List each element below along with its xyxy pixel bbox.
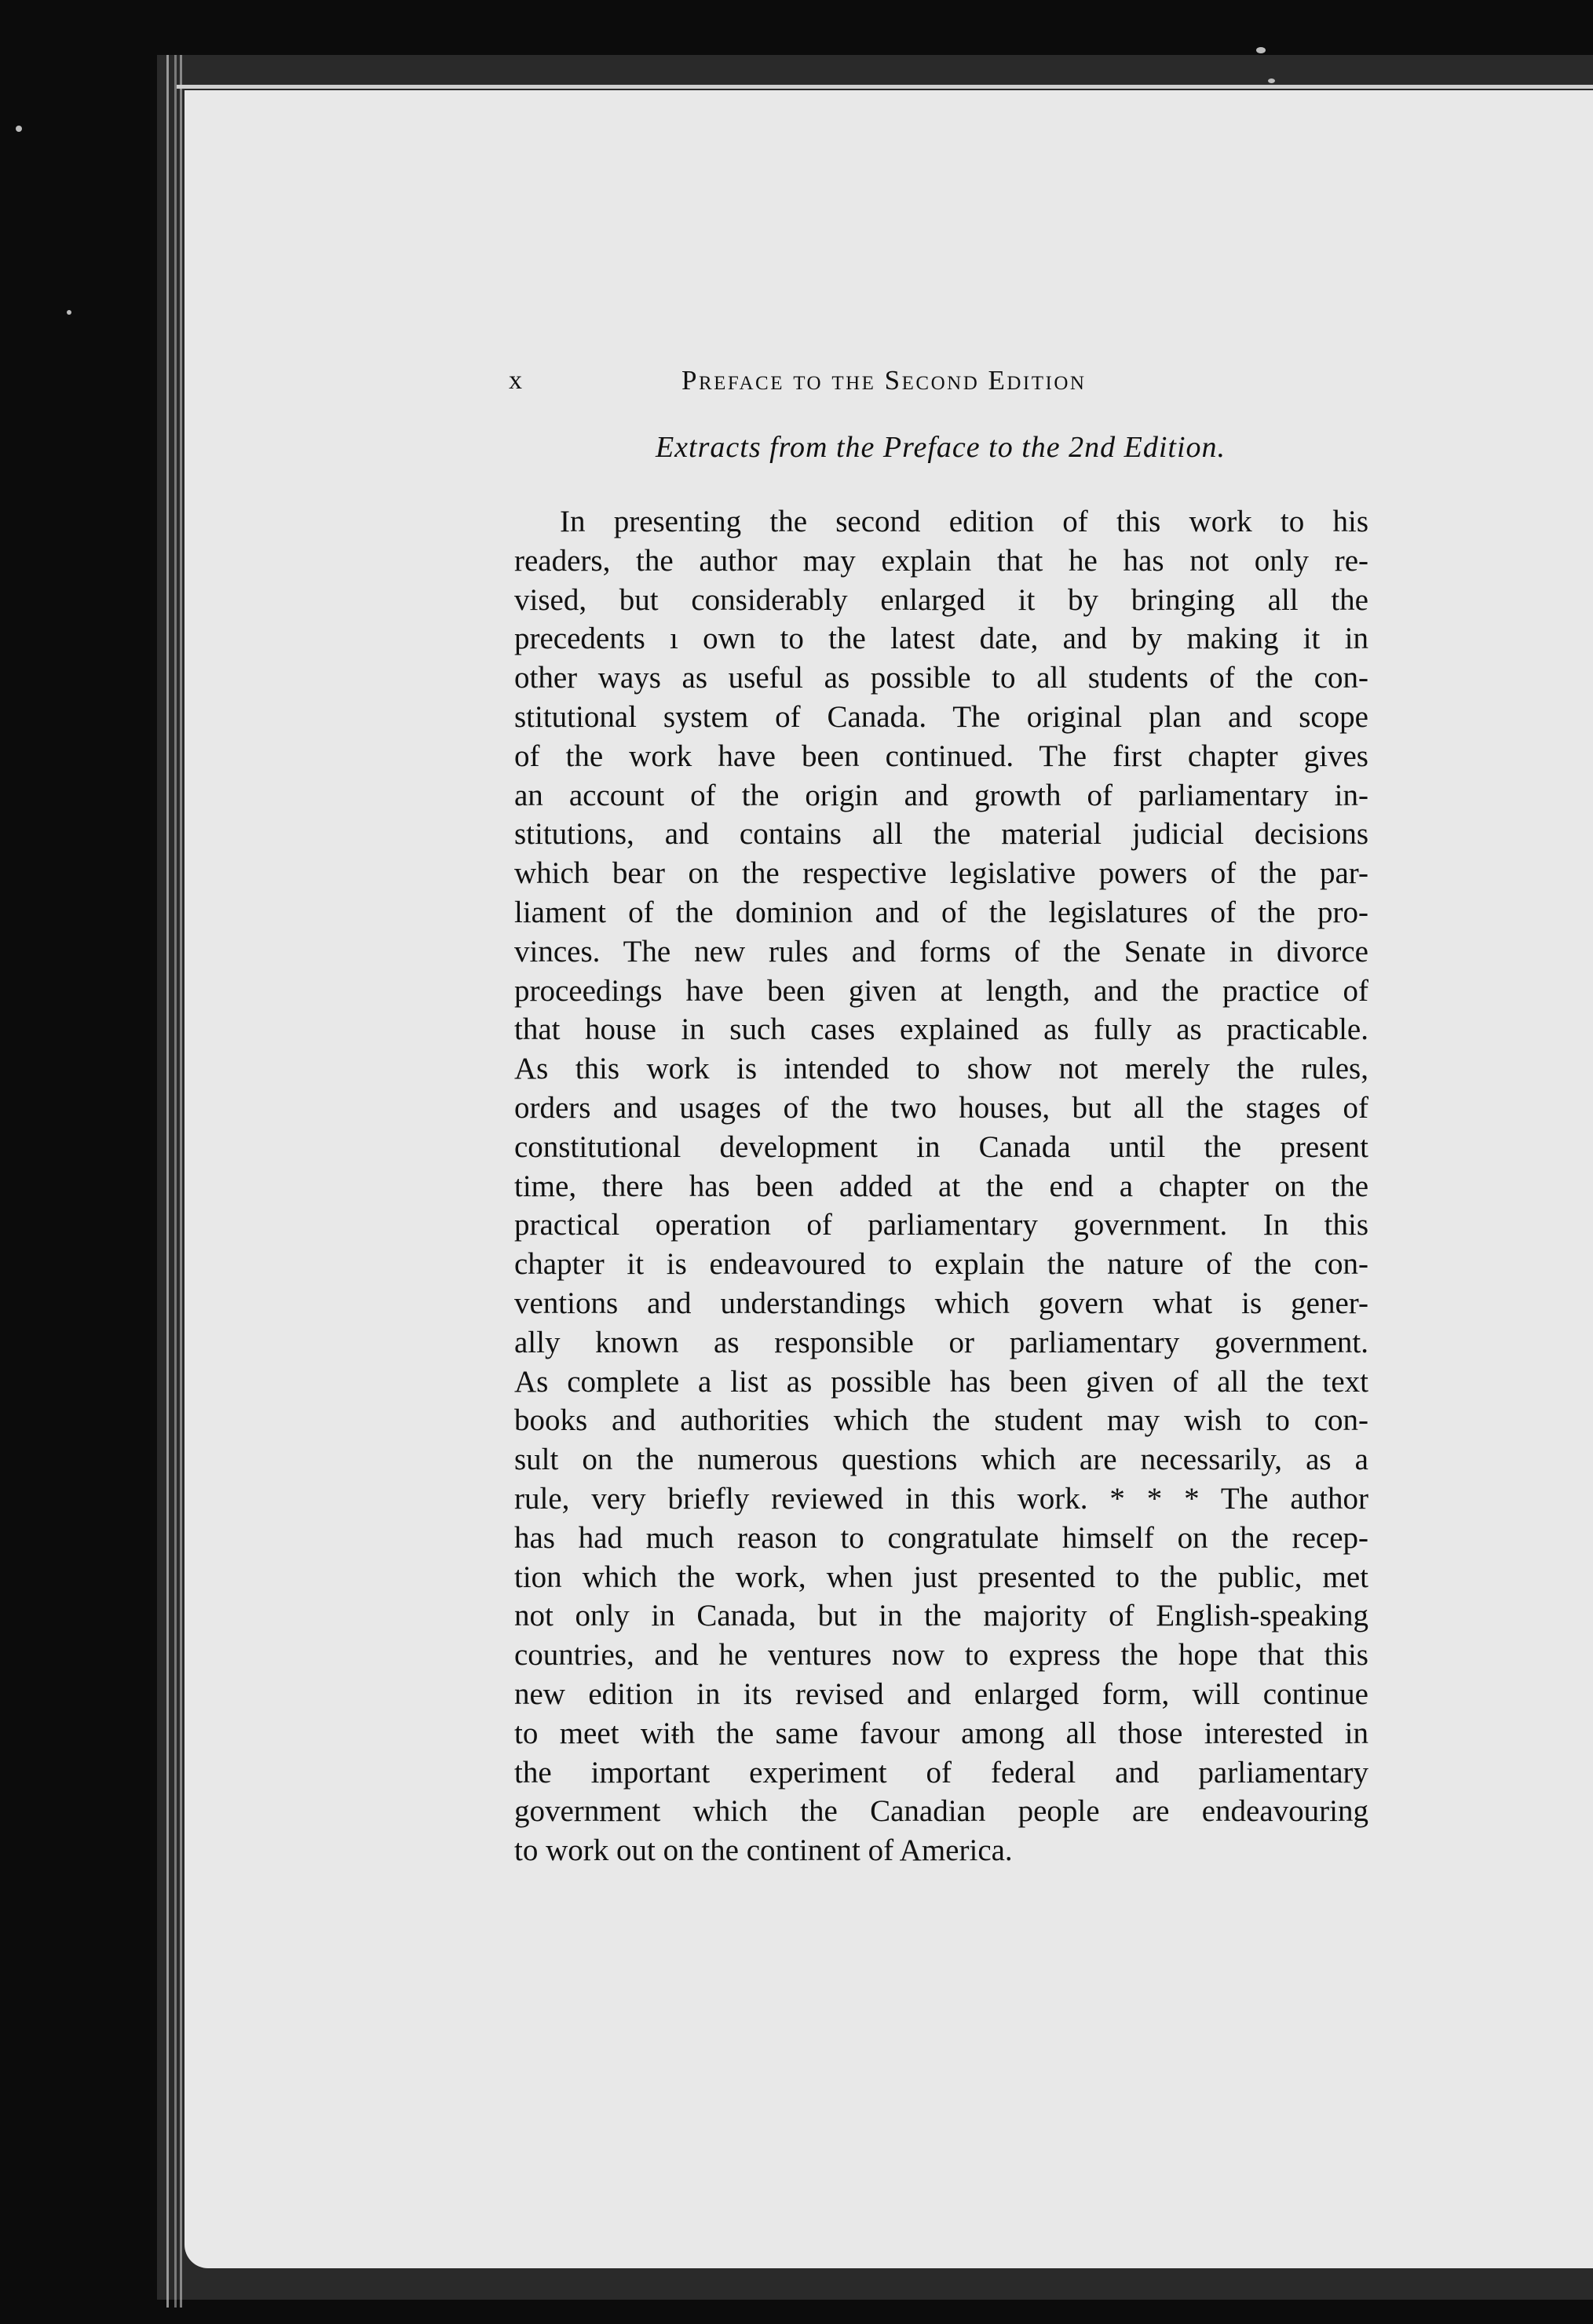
body-line: of the work have been continued. The first chapter gives xyxy=(514,739,1368,773)
page-number: x xyxy=(509,366,523,395)
page-edge xyxy=(174,55,177,2308)
body-line: government which the Canadian people are endeavouring xyxy=(514,1794,1368,1829)
page-edge xyxy=(180,55,182,2308)
body-line: proceedings have been given at length, and the practice of xyxy=(514,973,1368,1008)
body-line: to meet wiŧh the same favour among all those interested in xyxy=(514,1716,1368,1750)
body-line: orders and usages of the two houses, but all the stages of xyxy=(514,1090,1368,1125)
body-line: an account of the origin and growth of parliamentary in- xyxy=(514,778,1368,812)
body-line: not only in Canada, but in the majority of English-speaking xyxy=(514,1599,1368,1633)
body-line: books and authorities which the student may wish to con- xyxy=(514,1403,1368,1438)
body-line: In presenting the second edition of this work to his xyxy=(560,505,1368,538)
section-subtitle: Extracts from the Preface to the 2nd Edition. xyxy=(655,431,1226,464)
body-line: that house in such cases explained as fully as practicable. xyxy=(514,1012,1368,1047)
body-line: ventions and understandings which govern what is gener- xyxy=(514,1286,1368,1320)
body-line: tion which the work, when just presented to the public, met xyxy=(514,1560,1368,1594)
body-line: vinces. The new rules and forms of the Senate in divorce xyxy=(514,934,1368,969)
page-edge xyxy=(166,55,169,2308)
body-line: other ways as useful as possible to all students of the con- xyxy=(514,661,1368,695)
body-line: rule, very briefly reviewed in this work. * * * The author xyxy=(514,1481,1368,1516)
body-line: stitutions, and contains all the material judicial decisions xyxy=(514,817,1368,852)
body-line: practical operation of parliamentary government. In this xyxy=(514,1208,1368,1242)
top-page-edge xyxy=(177,85,1593,89)
body-line: to work out on the continent of America. xyxy=(514,1833,1013,1868)
body-line: sult on the numerous questions which are necessarily, as a xyxy=(514,1443,1368,1477)
body-line: time, there has been added at the end a chapter on the xyxy=(514,1169,1368,1203)
body-line: constitutional development in Canada until the present xyxy=(514,1129,1368,1164)
body-paragraph xyxy=(514,502,1368,1870)
dust-speck xyxy=(1268,78,1275,83)
body-line: readers, the author may explain that he has not only re- xyxy=(514,543,1368,578)
running-head: Preface to the Second Edition xyxy=(681,365,1087,396)
dust-speck xyxy=(1256,47,1266,53)
body-line: liament of the dominion and of the legislatures of the pro- xyxy=(514,895,1368,929)
dust-speck xyxy=(67,310,71,315)
body-line: As complete a list as possible has been given of all the text xyxy=(514,1364,1368,1399)
body-line: which bear on the respective legislative powers of the par- xyxy=(514,856,1368,891)
body-line: countries, and he ventures now to express the hope that this xyxy=(514,1638,1368,1673)
body-line: the important experiment of federal and parliamentary xyxy=(514,1755,1368,1790)
page-header xyxy=(509,357,1372,404)
body-line: chapter it is endeavoured to explain the nature of the con- xyxy=(514,1247,1368,1282)
body-line: new edition in its revised and enlarged form, will continue xyxy=(514,1676,1368,1711)
body-line: vised, but considerably enlarged it by bringing all the xyxy=(514,582,1368,617)
body-line: ally known as responsible or parliamentary government. xyxy=(514,1325,1368,1359)
dust-speck xyxy=(16,126,22,132)
body-line: stitutional system of Canada. The original plan and scope xyxy=(514,699,1368,734)
body-line: precedents ı own to the latest date, and by making it in xyxy=(514,622,1368,656)
body-line: has had much reason to congratulate himself on the recep- xyxy=(514,1520,1368,1555)
body-line: As this work is intended to show not merely the rules, xyxy=(514,1052,1368,1086)
